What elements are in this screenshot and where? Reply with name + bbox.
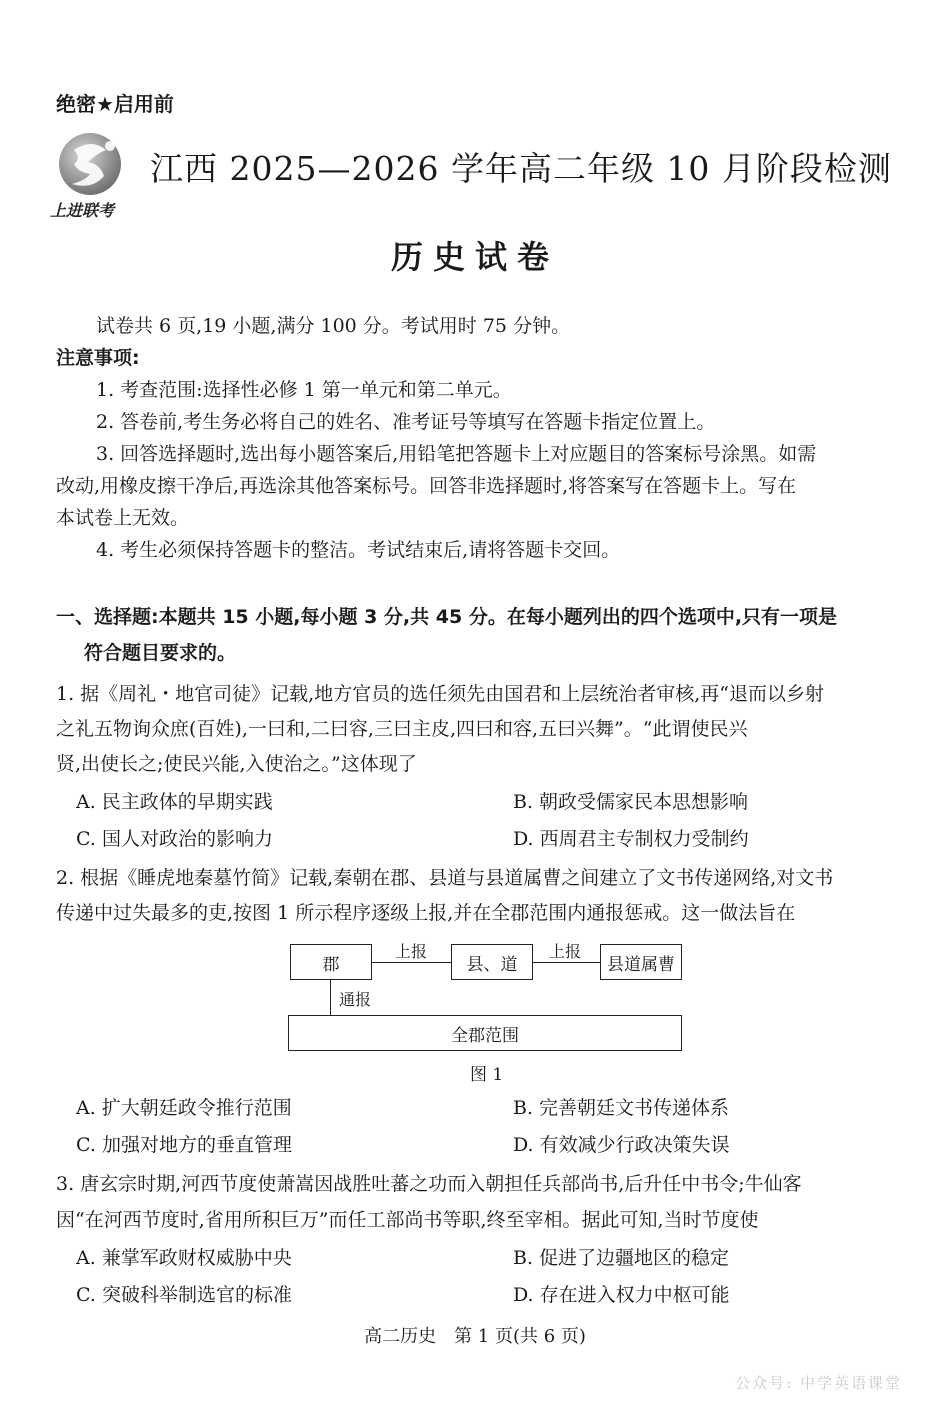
q2-option-a: A. 扩大朝廷政令推行范围 (76, 1097, 292, 1119)
exam-intro: 试卷共 6 页,19 小题,满分 100 分。考试用时 75 分钟。 (96, 315, 571, 337)
question-1-text: 贤,出使长之;使民兴能,入使治之。”这体现了 (56, 753, 417, 775)
notify-label: 通报 (339, 990, 372, 1009)
notice-item: 4. 考生必须保持答题卡的整洁。考试结束后,请将答题卡交回。 (96, 539, 621, 561)
page-footer: 高二历史 第 1 页(共 6 页) (364, 1326, 586, 1347)
question-3-text: 3. 唐玄宗时期,河西节度使萧嵩因战胜吐蕃之功而入朝担任兵部尚书,后升任中书令;牛仙客 (56, 1173, 802, 1195)
q2-option-b: B. 完善朝廷文书传递体系 (513, 1097, 730, 1119)
box-jun: 郡 (290, 944, 372, 980)
question-1-text: 1. 据《周礼・地官司徒》记载,地方官员的选任须先由国君和上层统治者审核,再“退而以乡射 (56, 683, 824, 705)
connector-line (372, 962, 451, 963)
connector-line (330, 980, 331, 1015)
q3-option-c: C. 突破科举制选官的标准 (76, 1284, 292, 1306)
exam-logo (52, 128, 132, 220)
question-2-text: 传递中过失最多的吏,按图 1 所示程序逐级上报,并在全郡范围内通报惩戒。这一做法旨在 (56, 902, 796, 924)
box-whole-jun: 全郡范围 (288, 1015, 682, 1051)
exam-title: 江西 2025—2026 学年高二年级 10 月阶段检测 (150, 149, 892, 188)
q1-option-b: B. 朝政受儒家民本思想影响 (513, 791, 749, 813)
q3-option-b: B. 促进了边疆地区的稳定 (513, 1247, 730, 1269)
subject-title: 历史试卷 (390, 238, 559, 276)
watermark: 公众号: 中学英语课堂 (735, 1374, 902, 1392)
question-3-text: 因“在河西节度时,省用所积巨万”而任工部尚书等职,终至宰相。据此可知,当时节度使 (56, 1209, 759, 1231)
section-heading: 一、选择题:本题共 15 小题,每小题 3 分,共 45 分。在每小题列出的四个选项中,只有一项是 (56, 606, 838, 628)
question-2-text: 2. 根据《睡虎地秦墓竹简》记载,秦朝在郡、县道与县道属曹之间建立了文书传递网络,对文书 (56, 867, 834, 889)
connector-line (533, 962, 600, 963)
q2-option-c: C. 加强对地方的垂直管理 (76, 1134, 292, 1156)
q3-option-a: A. 兼掌军政财权威胁中央 (76, 1247, 292, 1269)
logo-emblem-icon (52, 128, 132, 198)
notice-item: 3. 回答选择题时,选出每小题答案后,用铅笔把答题卡上对应题目的答案标号涂黑。如需 (96, 443, 817, 465)
notice-item: 本试卷上无效。 (56, 507, 190, 529)
notice-item: 2. 答卷前,考生务必将自己的姓名、准考证号等填写在答题卡指定位置上。 (96, 411, 716, 433)
figure-caption: 图 1 (470, 1065, 504, 1085)
notice-item: 改动,用橡皮擦干净后,再选涂其他答案标号。回答非选择题时,将答案写在答题卡上。写在 (56, 475, 797, 497)
q3-option-d: D. 存在进入权力中枢可能 (513, 1284, 730, 1306)
confidential-label: 绝密★启用前 (56, 92, 174, 116)
report-label: 上报 (395, 942, 428, 961)
q2-option-d: D. 有效减少行政决策失误 (513, 1134, 730, 1156)
q1-option-c: C. 国人对政治的影响力 (76, 828, 273, 850)
question-1-text: 之礼五物询众庶(百姓),一曰和,二曰容,三曰主皮,四曰和容,五曰兴舞”。“此谓使民兴 (56, 718, 748, 740)
report-label: 上报 (549, 942, 582, 961)
q1-option-d: D. 西周君主专制权力受制约 (513, 828, 749, 850)
box-shucao: 县道属曹 (600, 944, 682, 980)
notice-heading: 注意事项: (56, 347, 140, 369)
section-heading-cont: 符合题目要求的。 (84, 642, 237, 664)
q1-option-a: A. 民主政体的早期实践 (76, 791, 273, 813)
box-xiandao: 县、道 (451, 944, 533, 980)
logo-text: 上进联考 (50, 201, 115, 220)
notice-item: 1. 考查范围:选择性必修 1 第一单元和第二单元。 (96, 379, 512, 401)
